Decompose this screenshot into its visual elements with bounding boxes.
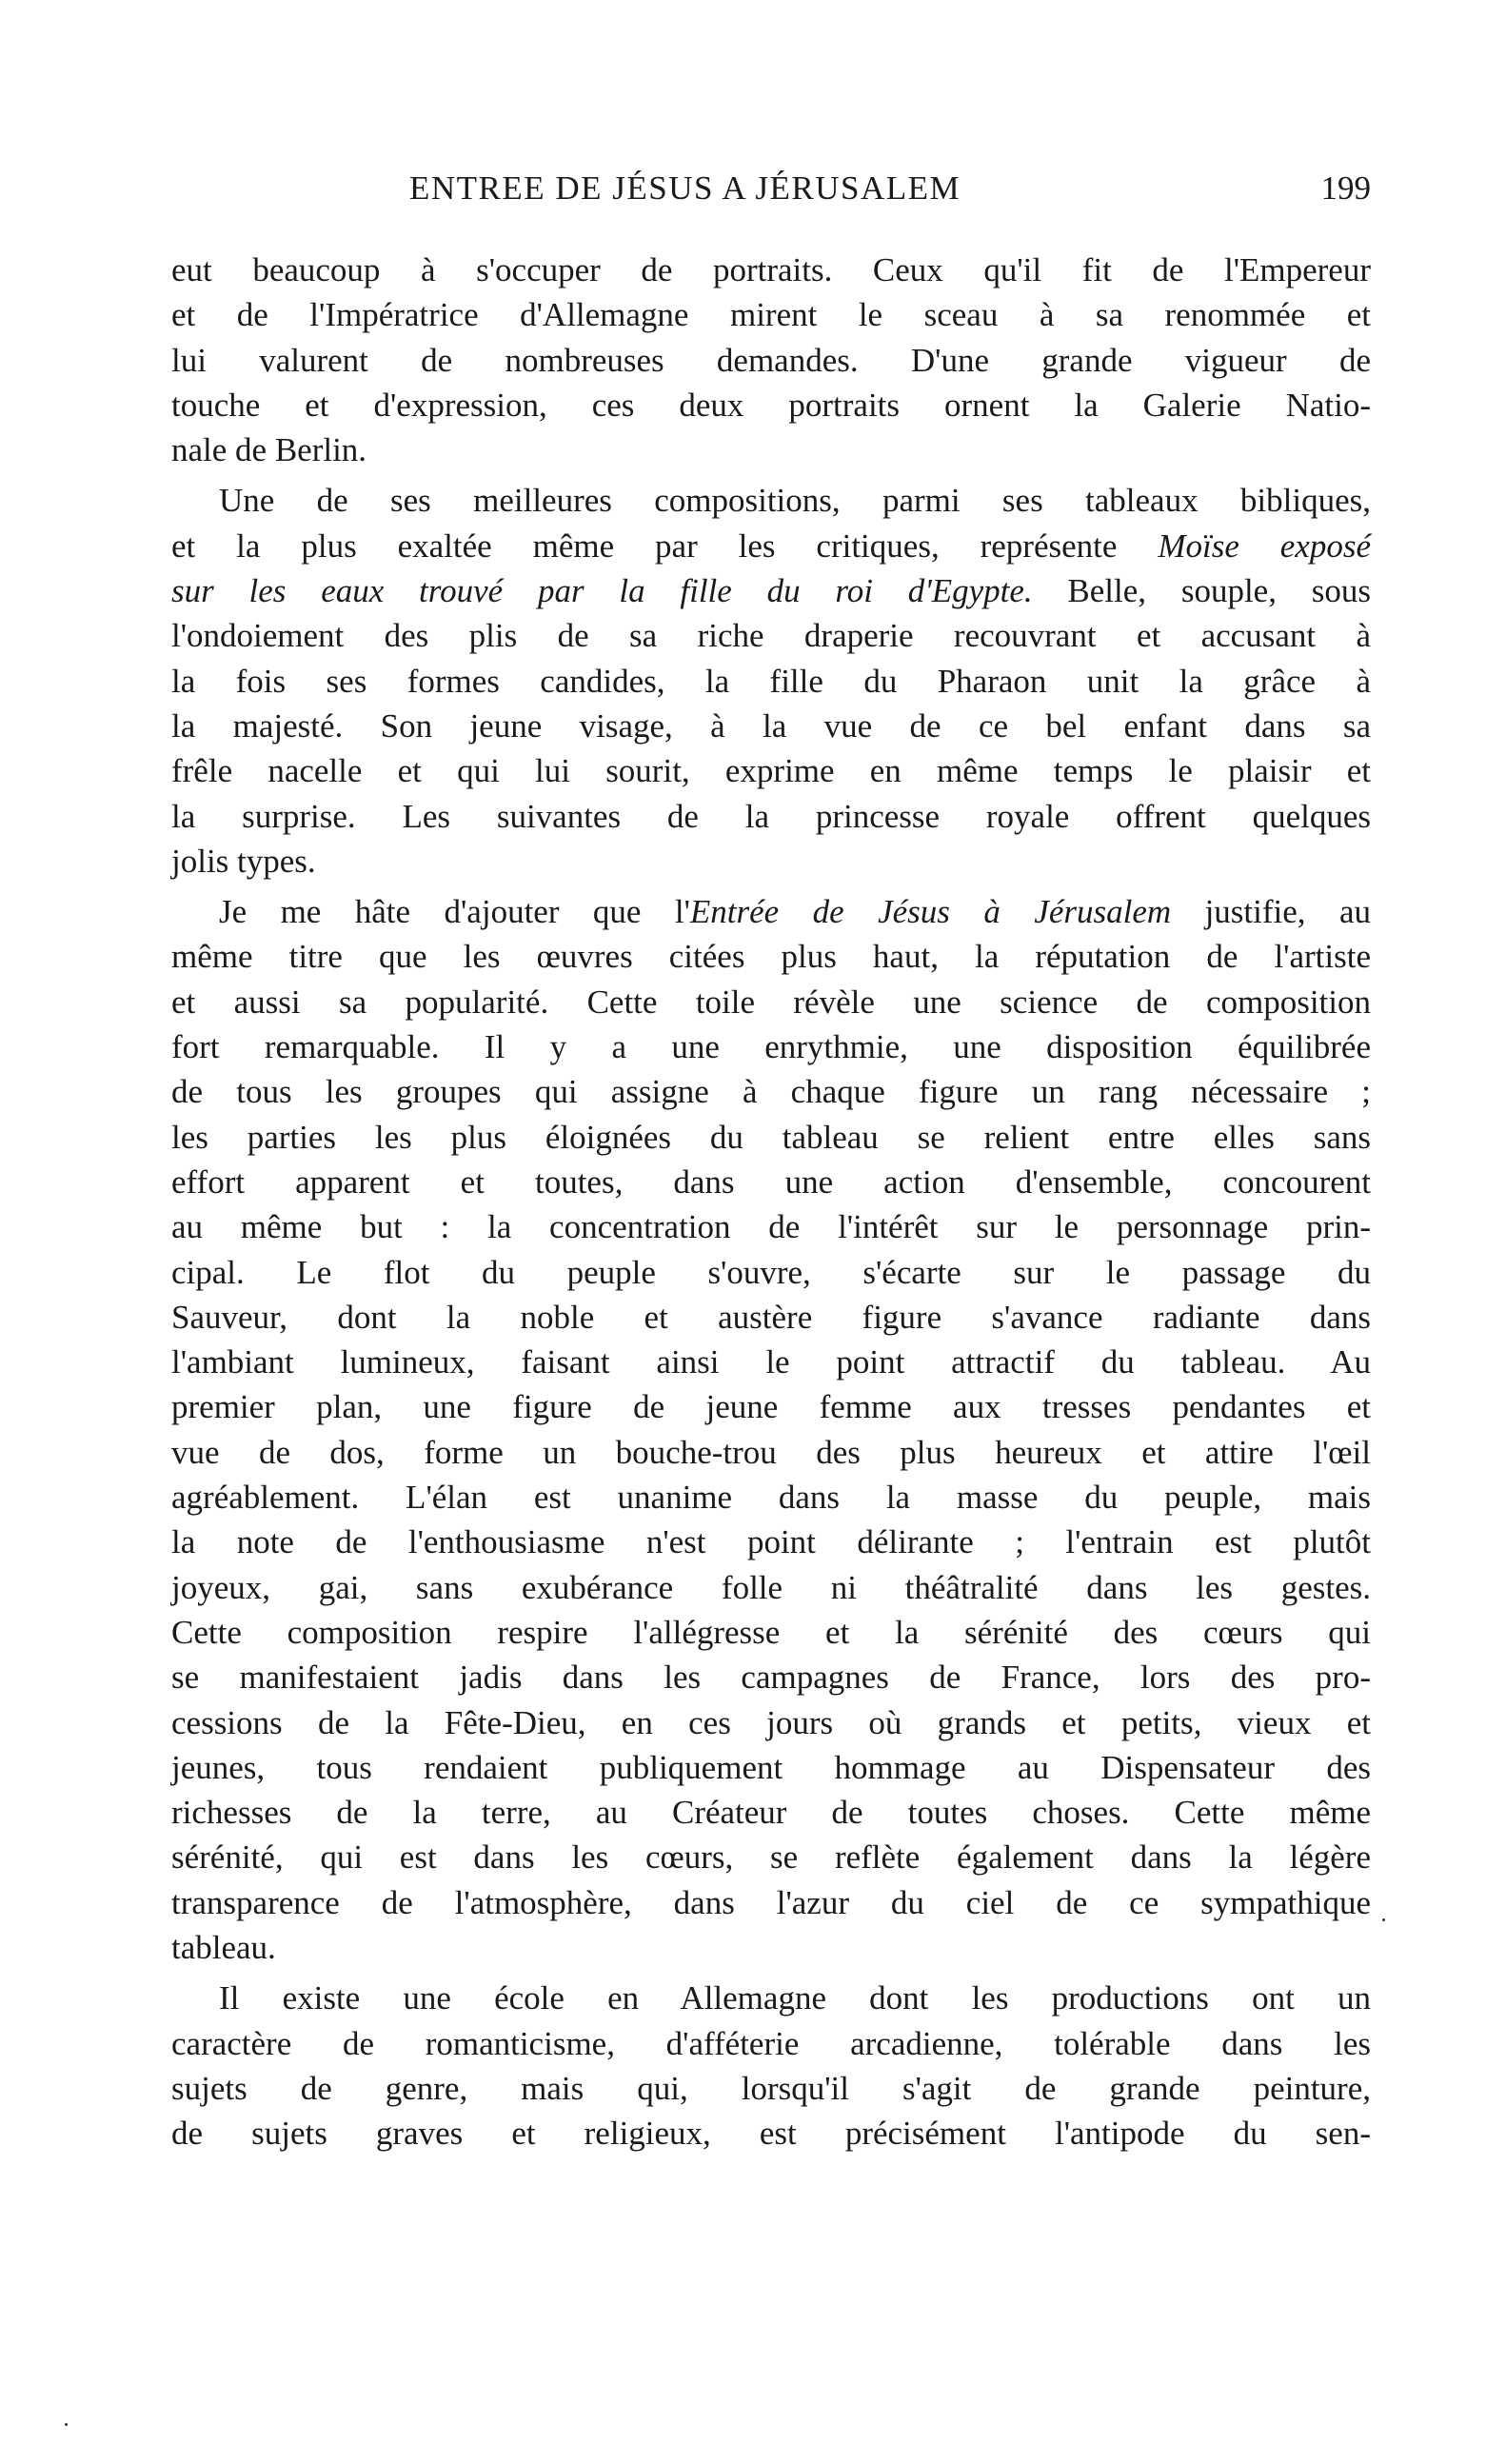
text-line: eut beaucoup à s'occuper de portraits. Ceux qu'il fit de l'Empereur bbox=[171, 251, 1371, 288]
text-line: richesses de la terre, au Créateur de toutes choses. Cette même bbox=[171, 1794, 1371, 1832]
text-line: de sujets graves et religieux, est précisément l'antipode du sen- bbox=[171, 2115, 1371, 2153]
text-line: effort apparent et toutes, dans une action d'ensemble, concourent bbox=[171, 1162, 1371, 1201]
text-line: joyeux, gai, sans exubérance folle ni théâtralité dans les gestes. bbox=[171, 1568, 1371, 1606]
text-line: se manifestaient jadis dans les campagnes de France, lors des pro- bbox=[171, 1659, 1371, 1697]
text-line: touche et d'expression, ces deux portraits ornent la Galerie Natio- bbox=[171, 386, 1371, 424]
paragraph bbox=[171, 889, 1371, 1970]
text-run: et la plus exaltée même par les critiques, représente bbox=[171, 527, 1159, 565]
text-line: frêle nacelle et qui lui sourit, exprime en même temps le plaisir et bbox=[171, 752, 1371, 790]
scan-speck bbox=[1382, 1918, 1385, 1921]
page-number: 199 bbox=[1320, 169, 1371, 207]
text-line: l'ambiant lumineux, faisant ainsi le point attractif du tableau. Au bbox=[171, 1343, 1371, 1381]
text-line: transparence de l'atmosphère, dans l'azur du ciel de ce sympathique bbox=[171, 1883, 1371, 1921]
text-line bbox=[171, 568, 1371, 613]
text-line: sérénité, qui est dans les cœurs, se reflète également dans la légère bbox=[171, 1838, 1371, 1877]
text-line: Cette composition respire l'allégresse et la sérénité des cœurs qui bbox=[171, 1613, 1371, 1651]
text-line: Une de ses meilleures compositions, parmi ses tableaux bibliques, bbox=[219, 482, 1371, 520]
text-line: et aussi sa popularité. Cette toile révèle une science de composition bbox=[171, 983, 1371, 1021]
text-line bbox=[171, 524, 1371, 568]
text-run: Je me hâte d'ajouter que l' bbox=[219, 893, 690, 931]
text-line: vue de dos, forme un bouche-trou des plus heureux et attire l'œil bbox=[171, 1433, 1371, 1471]
text-line: fort remarquable. Il y a une enrythmie, une disposition équilibrée bbox=[171, 1028, 1371, 1066]
text-line: lui valurent de nombreuses demandes. D'une grande vigueur de bbox=[171, 341, 1371, 379]
text-line: jeunes, tous rendaient publiquement hommage au Dispensateur des bbox=[171, 1748, 1371, 1786]
text-line: au même but : la concentration de l'intérêt sur le personnage prin- bbox=[171, 1208, 1371, 1246]
text-line: la majesté. Son jeune visage, à la vue de ce bel enfant dans sa bbox=[171, 706, 1371, 745]
text-line: tableau. bbox=[171, 1928, 276, 1966]
text-line bbox=[171, 889, 1371, 934]
text-line: la fois ses formes candides, la fille du Pharaon unit la grâce à bbox=[171, 662, 1371, 700]
text-line: et de l'Impératrice d'Allemagne mirent le sceau à sa renommée et bbox=[171, 296, 1371, 334]
text-line: même titre que les œuvres citées plus haut, la réputation de l'artiste bbox=[171, 938, 1371, 976]
italic-title: Moïse exposé bbox=[1158, 527, 1371, 565]
text-line: la note de l'enthousiasme n'est point délirante ; l'entrain est plutôt bbox=[171, 1523, 1371, 1561]
page-header bbox=[171, 169, 1371, 227]
paragraph bbox=[171, 478, 1371, 884]
text-line: nale de Berlin. bbox=[171, 431, 367, 469]
paragraph bbox=[171, 1976, 1371, 2156]
text-line: agréablement. L'élan est unanime dans la masse du peuple, mais bbox=[171, 1479, 1371, 1517]
scan-speck bbox=[65, 2423, 68, 2426]
text-line: jolis types. bbox=[171, 842, 316, 880]
text-line: sujets de genre, mais qui, lorsqu'il s'agit de grande peinture, bbox=[171, 2069, 1371, 2107]
running-title: ENTREE DE JÉSUS A JÉRUSALEM bbox=[409, 169, 961, 207]
body-text bbox=[171, 248, 1371, 2156]
text-line: Sauveur, dont la noble et austère figure s'avance radiante dans bbox=[171, 1298, 1371, 1336]
text-line: cessions de la Fête-Dieu, en ces jours où grands et petits, vieux et bbox=[171, 1703, 1371, 1741]
text-line: premier plan, une figure de jeune femme aux tresses pendantes et bbox=[171, 1388, 1371, 1426]
text-line: les parties les plus éloignées du tableau se relient entre elles sans bbox=[171, 1118, 1371, 1156]
italic-title: Entrée de Jésus à Jérusalem bbox=[689, 893, 1172, 931]
text-line: Il existe une école en Allemagne dont les productions ont un bbox=[219, 1979, 1371, 2017]
text-run: justifie, au bbox=[1171, 893, 1371, 931]
italic-title: sur les eaux trouvé par la fille du roi d'Egypte. bbox=[171, 572, 1033, 610]
text-run: Belle, souple, sous bbox=[1032, 572, 1371, 610]
text-line: de tous les groupes qui assigne à chaque figure un rang nécessaire ; bbox=[171, 1073, 1371, 1111]
text-line: cipal. Le flot du peuple s'ouvre, s'écarte sur le passage du bbox=[171, 1253, 1371, 1291]
text-line: caractère de romanticisme, d'afféterie arcadienne, tolérable dans les bbox=[171, 2024, 1371, 2062]
text-line: la surprise. Les suivantes de la princesse royale offrent quelques bbox=[171, 797, 1371, 835]
text-line: l'ondoiement des plis de sa riche draperie recouvrant et accusant à bbox=[171, 617, 1371, 655]
paragraph bbox=[171, 248, 1371, 472]
